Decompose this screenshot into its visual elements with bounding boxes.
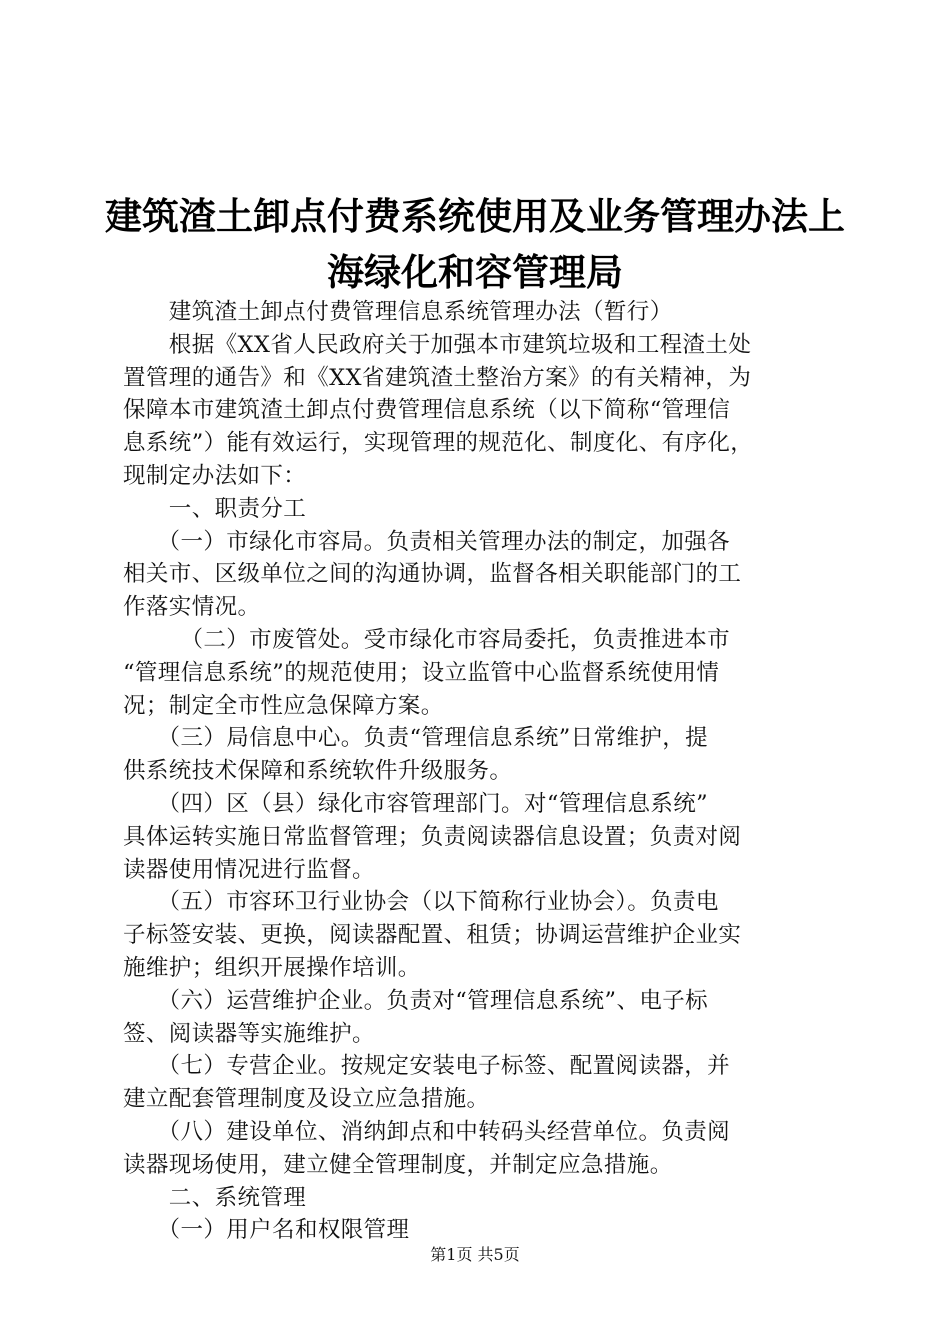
text-line: （六）运营维护企业。负责对“管理信息系统”、电子标 [123,987,709,1014]
text-line: 保障本市建筑渣土卸点付费管理信息系统（以下简称“管理信 [123,397,731,424]
text-line: （三）局信息中心。负责“管理信息系统”日常维护，提 [123,725,709,752]
title-line-2: 海绿化和容管理局 [327,250,623,294]
text-line: （七）专营企业。按规定安装电子标签、配置阅读器，并 [123,1053,731,1080]
text-line: 况；制定全市性应急保障方案。 [123,692,444,719]
text-line: 施维护；组织开展操作培训。 [123,954,421,981]
text-line: 读器使用情况进行监督。 [123,856,375,883]
text-line: 息系统”）能有效运行，实现管理的规范化、制度化、有序化， [123,430,754,457]
text-line: 一、职责分工 [123,495,307,522]
text-line: （一）用户名和权限管理 [123,1217,410,1244]
text-line: 供系统技术保障和系统软件升级服务。 [123,758,513,785]
page-footer: 第1页 共5页 [430,1245,520,1264]
text-line: （二）市废管处。受市绿化市容局委托，负责推进本市 [123,626,731,653]
text-line: “管理信息系统”的规范使用；设立监管中心监督系统使用情 [123,659,720,686]
text-line: （八）建设单位、消纳卸点和中转码头经营单位。负责阅 [123,1118,731,1145]
text-line: （一）市绿化市容局。负责相关管理办法的制定，加强各 [123,528,731,555]
text-line: 作落实情况。 [123,594,261,621]
text-line: （四）区（县）绿化市容管理部门。对“管理信息系统” [123,790,709,817]
text-line: 根据《XX省人民政府关于加强本市建筑垃圾和工程渣土处 [123,331,752,358]
text-line: （五）市容环卫行业协会（以下简称行业协会）。负责电 [123,889,719,916]
text-line: 读器现场使用，建立健全管理制度，并制定应急措施。 [123,1151,673,1178]
text-line: 现制定办法如下： [123,462,307,489]
text-line: 建立配套管理制度及设立应急措施。 [123,1086,490,1113]
text-line: 二、系统管理 [123,1184,307,1211]
document-title [60,188,890,300]
text-line: 签、阅读器等实施维护。 [123,1020,375,1047]
text-line: 建筑渣土卸点付费管理信息系统管理办法（暂行） [123,299,673,325]
text-line: 相关市、区级单位之间的沟通协调，监督各相关职能部门的工 [123,561,742,588]
text-line: 具体运转实施日常监督管理；负责阅读器信息设置；负责对阅 [123,823,742,850]
text-line: 置管理的通告》和《XX省建筑渣土整治方案》的有关精神，为 [123,364,752,391]
document-body [123,296,838,1247]
title-line-1: 建筑渣土卸点付费系统使用及业务管理办法上 [105,194,845,238]
text-line: 子标签安装、更换，阅读器配置、租赁；协调运营维护企业实 [123,922,742,949]
